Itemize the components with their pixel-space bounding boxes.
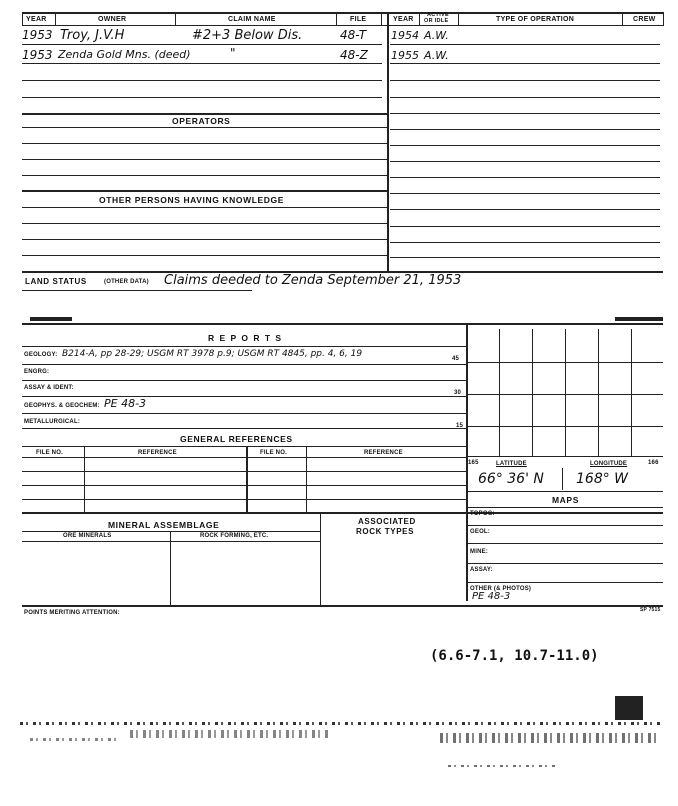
col-active: ACTIVE (427, 12, 449, 18)
row1-file: 48-T (340, 28, 367, 42)
maps-other-label: OTHER (& PHOTOS) (470, 586, 532, 592)
maps-other-value: PE 48-3 (472, 591, 511, 602)
associated-label: ASSOCIATED (358, 517, 416, 526)
col-crew: CREW (633, 16, 656, 23)
col-year-2: YEAR (393, 16, 414, 23)
grid-number-30: 30 (454, 390, 462, 396)
scan-noise (30, 738, 120, 741)
longitude-label: LONGITUDE (590, 461, 628, 467)
reports-title: R E P O R T S (208, 333, 283, 343)
geology-label: GEOLOGY: (24, 352, 58, 358)
rock-types-label: ROCK TYPES (356, 527, 415, 536)
row2-claim: " (230, 46, 236, 60)
maps-topog-label: TOPOG: (470, 511, 495, 517)
corner-right-number: 166 (648, 460, 659, 466)
row2-year2: 1955 (391, 49, 419, 62)
maps-geol-label: GEOL: (470, 529, 490, 535)
col-year: YEAR (26, 16, 47, 23)
col-or-idle: OR IDLE (424, 18, 449, 24)
coordinates-note: (6.6-7.1, 10.7-11.0) (430, 648, 599, 664)
scan-smudge (615, 696, 643, 720)
scan-noise (20, 722, 660, 725)
maps-title: MAPS (552, 495, 579, 505)
row1-year2: 1954 (391, 29, 419, 42)
geophys-label: GEOPHYS. & GEOCHEM: (24, 403, 100, 409)
grid-number-45: 45 (452, 356, 460, 362)
geology-value: B214-A, pp 28-29; USGM RT 3978 p.9; USGM RT 4845, pp. 4, 6, 19 (62, 349, 363, 359)
maps-mine-label: MINE: (470, 549, 488, 555)
col-type-of-operation: TYPE OF OPERATION (496, 16, 575, 23)
scan-noise (440, 733, 660, 743)
corner-left-number: 165 (468, 460, 479, 466)
row1-claim: #2+3 Below Dis. (192, 28, 303, 43)
land-status-value: Claims deeded to Zenda September 21, 1953 (164, 273, 462, 288)
row2-file: 48-Z (340, 48, 368, 62)
scan-noise (448, 765, 558, 767)
gr-col-reference: REFERENCE (138, 450, 177, 456)
land-status-sub: (OTHER DATA) (104, 279, 149, 285)
gr-col-reference-2: REFERENCE (364, 450, 403, 456)
metallurgical-label: METALLURGICAL: (24, 419, 81, 425)
col-file: FILE (350, 16, 367, 23)
row1-year: 1953 (22, 28, 53, 42)
row2-status: A.W. (424, 49, 449, 62)
row2-year: 1953 (22, 48, 53, 62)
gr-col-file-no: FILE NO. (36, 450, 63, 456)
form-number: SP 7515 (640, 607, 661, 613)
scan-smudge (30, 317, 72, 321)
col-owner: OWNER (98, 16, 127, 23)
land-status-label: LAND STATUS (25, 277, 87, 286)
row1-owner: Troy, J.V.H (60, 28, 125, 43)
scan-noise (130, 730, 330, 738)
latitude-value: 66° 36' N (478, 471, 544, 487)
ore-minerals-label: ORE MINERALS (63, 533, 112, 539)
row1-status: A.W. (424, 29, 449, 42)
geophys-value: PE 48-3 (104, 397, 147, 410)
operators-heading: OPERATORS (172, 116, 231, 126)
engrg-label: ENGRG: (24, 369, 50, 375)
latitude-label: LATITUDE (496, 461, 527, 467)
other-persons-heading: OTHER PERSONS HAVING KNOWLEDGE (99, 195, 285, 205)
maps-assay-label: ASSAY: (470, 567, 493, 573)
assay-label: ASSAY & IDENT: (24, 385, 74, 391)
row2-owner: Zenda Gold Mns. (deed) (58, 48, 191, 61)
points-meriting-attention: POINTS MERITING ATTENTION: (24, 610, 120, 616)
mineral-assemblage-title: MINERAL ASSEMBLAGE (108, 520, 220, 530)
gr-col-file-no-2: FILE NO. (260, 450, 287, 456)
longitude-value: 168° W (576, 471, 629, 487)
grid-number-15: 15 (456, 423, 464, 429)
col-claim-name: CLAIM NAME (228, 16, 276, 23)
rock-forming-label: ROCK FORMING, ETC. (200, 533, 269, 539)
general-references-title: GENERAL REFERENCES (180, 434, 293, 444)
scan-smudge (615, 317, 663, 321)
